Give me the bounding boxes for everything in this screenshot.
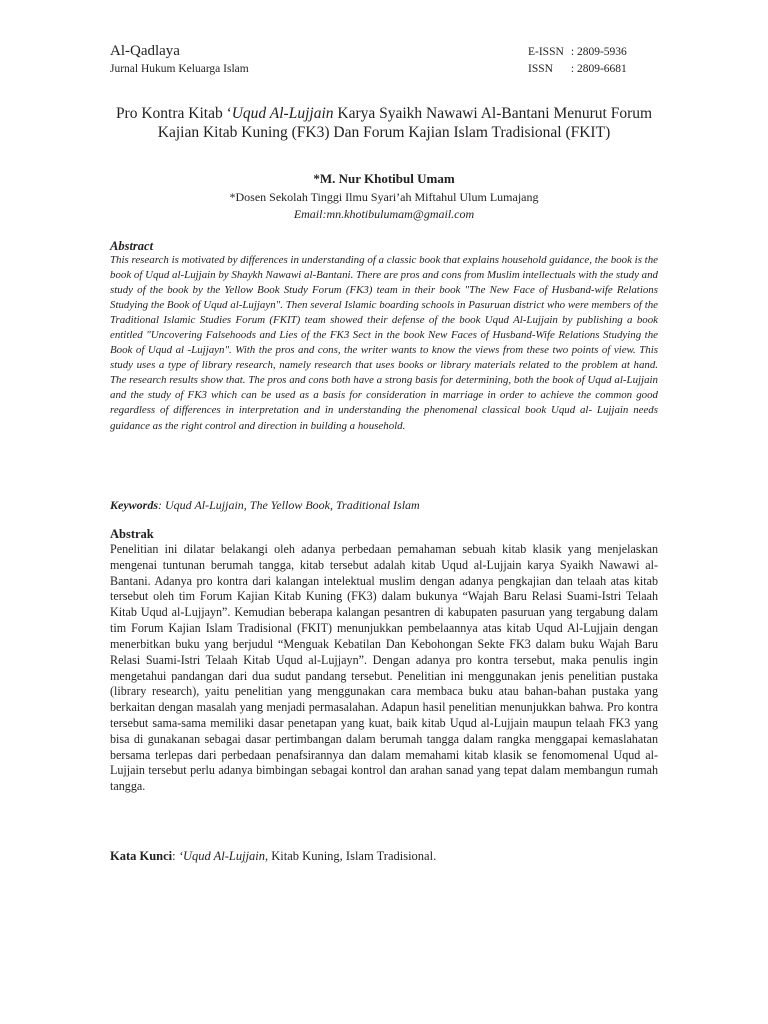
title-part-2: Karya Syaikh Nawawi Al-Bantani Menurut Forum Kajian Kitab Kuning (FK3) Dan Forum Kajian Islam Tradisional (FKIT): [157, 105, 653, 141]
abstract-heading: Abstract: [110, 239, 154, 253]
abstrak-heading: Abstrak: [110, 527, 154, 541]
keywords-value: : Uqud Al-Lujjain, The Yellow Book, Traditional Islam: [158, 498, 420, 512]
author-email: Email:mn.khotibulumam@gmail.com: [293, 207, 475, 221]
author-name: *M. Nur Khotibul Umam: [313, 171, 455, 186]
kata-kunci: [110, 849, 658, 864]
keywords-label: Keywords: [110, 498, 158, 512]
issn-block: [528, 44, 627, 78]
keywords: [110, 498, 658, 513]
kata-kunci-rest: , Kitab Kuning, Islam Tradisional.: [265, 849, 437, 863]
issn-row: [528, 61, 627, 78]
issn-value: : 2809-6681: [570, 63, 627, 75]
title-part-1: Pro Kontra Kitab ‘: [115, 105, 232, 122]
issn-label: ISSN: [528, 63, 553, 75]
eissn-value: : 2809-5936: [570, 46, 627, 58]
eissn-row: [528, 44, 627, 61]
article-title: [100, 104, 668, 142]
journal-subtitle: Jurnal Hukum Keluarga Islam: [110, 63, 249, 75]
abstract-body: This research is motivated by differences in understanding of a classic book that explains household guidance, the book is the book of Uqud al-Lujjain by Shaykh Nawawi al-Bantani. There are pros and cons from Muslim intellectuals with the study and study of the book by the Yellow Book Study Forum (FK3) team in their book "The New Face of Husband-wife Relations Studying the Book of Uqud al-Lujjayn". Then several Islamic boarding schools in Pasuruan district who were members of the Traditional Islamic Studies Forum (FKIT) team showed their defense of the book Uqud Al-Lujjain by publishing a book entitled "Uncovering Falsehoods and Lies of the FK3 Sect in the book New Faces of Husband-Wife Relations Studying the Book of Uqud al -Lujjayn". With the pros and cons, the writer wants to know the views from these two points of view. This study uses a type of library research, namely research that uses books or library materials related to the problem at hand. The research results show that. The pros and cons both have a strong basis for determining, both the book of Uqud al-Lujjain and the study of FK3 which can be used as a basis for consideration in marriage in order to achieve the common good regardless of differences in interpretation and in understanding the phenomenal classical book Uqud al- Lujjain needs guidance as the right control and direction in building a household.: [110, 254, 658, 432]
title-italic: Uqud Al-Lujjain: [231, 105, 334, 122]
kata-kunci-colon: :: [172, 849, 179, 863]
journal-name: Al-Qadlaya: [110, 43, 180, 59]
kata-kunci-label: Kata Kunci: [110, 849, 173, 863]
kata-kunci-italic: ‘Uqud Al-Lujjain: [178, 849, 266, 863]
author-affiliation: *Dosen Sekolah Tinggi Ilmu Syari’ah Miftahul Ulum Lumajang: [229, 190, 539, 204]
abstrak-body: Penelitian ini dilatar belakangi oleh adanya perbedaan pemahaman sebuah kitab klasik yang menjelaskan mengenai tuntunan berumah tangga, kitab tersebut adalah kitab Uqud al-Lujjain karya Syaikh Nawawi al-Bantani. Adanya pro kontra dari kalangan intelektual muslim dengan adanya pengkajian dan telaah atas kitab tersebut oleh tim Forum Kajian Kitab Kuning (FK3) dalam bukunya “Wajah Baru Relasi Suami-Istri Telaah Kitab Uqud al-Lujjayn”. Kemudian beberapa kalangan pesantren di kabupaten pasuruan yang tergabung dalam tim Forum Kajian Islam Tradisional (FKIT) menunjukkan pembelaannya atas kitab Uqud Al-Lujjain dengan menerbitkan buku yang berjudul “Menguak Kebatilan Dan Kebohongan Sekte FK3 dalam buku Wajah Baru Relasi Suami-Istri Telaah Kitab Uqud al-Lujjayn”. Dengan adanya pro kontra tersebut, maka penulis ingin mengetahui pandangan dari dua sudut pandang tersebut. Penelitian ini menggunakan jenis penelitian pustaka (library research), yaitu penelitian yang menggunakan cara membaca buku atau bahan-bahan pustaka yang berkaitan dengan masalah yang menjadi permasalahan. Adapun hasil penelitian menunjukkan bahwa. Pro kontra tersebut sama-sama memiliki dasar penetapan yang kuat, baik kitab Uqud al-Lujjain maupun telaah FK3 yang bisa di gunakanan sebagai dasar pertimbangan dalam berumah tangga dalam rangka menggapai kemaslahatan bersama terlepas dari perbedaan penafsirannya dan dalam memahami kitab klasik se fenomomenal Uqud al-Lujjain tersebut perlu adanya bimbingan sebagai kontrol dan arahan sanad yang tepat dalam membangun rumah tangga.: [110, 542, 658, 794]
eissn-label: E-ISSN: [528, 46, 564, 58]
